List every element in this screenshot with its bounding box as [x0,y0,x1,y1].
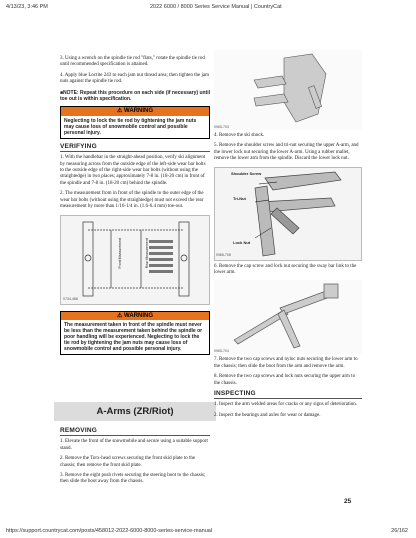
remove-step-1: 1. Elevate the front of the snowmobile and secure using a suitable support stand. [60,439,208,451]
step-4-right: 4. Remove the ski shock. [214,133,265,138]
front-measurement-label: Front Measurement [118,237,123,268]
verify-step-1: 1. With the handlebar in the straight-ahead position, verify ski alignment by measuring across from the outside edge of the left-side wear bar bolts to the outside edge of the right-side wear bar bolts (without using the straightedge) in two places; approximately 7-8 in. (18-20 cm) in front of the spindle and 7-8 in. (18-20 cm) behind the spindle. [60,155,206,186]
warning-header: ⚠ WARNING [61,312,209,320]
warning-triangle-icon: ⚠ [116,108,123,115]
ski-shock-drawing [214,50,362,130]
ski-shock-figure [214,50,362,130]
shoulder-screw-label: Shoulder Screw [231,170,262,176]
inspect-step-1: 1. Inspect the arm welded areas for cracks or any signs of deterioration. [214,402,358,408]
verifying-heading: VERIFYING [60,144,210,152]
a-arm-fasteners-figure [214,167,362,261]
figure-id: 0965-708 [216,253,231,258]
verify-step-2: 2. The measurement from in front of the spindle to the outer edge of the wear bar bolts (without using the straightedge) must not exceed the rear measurement by more than 1/16-1/4 in. (1.6-6.4 mm) toe-out. [60,191,204,210]
step-6-right: 6. Remove the cap screw and lock nut securing the sway bar link to the lower arm. [214,263,357,276]
note: ■NOTE: Repeat this procedure on each side (if necessary) until toe out is within specification. [60,89,210,103]
warning-body: Neglecting to lock the tie rod by tightening the jam nuts may cause loss of snowmobile control and possible personal injury. [64,117,197,136]
step-4: 4. Apply blue Loctite 243 to each jam nut thread area; then tighten the jam nuts against the spindle tie rod. [60,72,209,85]
lock-nut-label: Lock Nut [233,239,251,245]
print-datetime: 4/13/23, 3:46 PM [6,4,48,10]
page-number: 25 [344,498,352,505]
rear-measurement-label: Rear Measurement [144,237,149,268]
step-3: 3. Using a wrench on the spindle tie rod "flats," rotate the spindle tie rod until recommended specification is attained. [60,56,205,68]
step-8-right: 8. Remove the two cap screws and lock nuts securing the upper arm to the chassis. [214,374,356,386]
step-7-right: 7. Remove the two cap screws and nyloc nuts securing the lower arm to the chassis; then slide the boot from the arm and remove the arm. [214,357,358,369]
remove-step-2: 2. Remove the Torx-head screws securing the front skid plate to the chassis; then remove the front skid plate. [60,456,196,468]
ski-alignment-drawing [61,216,210,304]
tri-nut-label: Tri-Nut [233,195,246,201]
warning-box-1 [60,106,210,138]
figure-id: 0734-488 [63,297,78,302]
inspecting-heading: INSPECTING [214,391,362,399]
warning-body: The measurement taken in front of the spindle must never be less than the measurement taken behind the spindle or poor handling will be experienced. Neglecting to lock the tie rod by tightening the jam nuts may cause loss of snowmobile control and possible personal injury. [64,321,203,352]
sway-bar-drawing [214,280,362,354]
removing-heading: REMOVING [60,428,210,436]
sway-bar-figure [214,280,362,354]
figure-id: 0965-704 [214,349,229,354]
section-title-band: A-Arms (ZR/Riot) [54,402,216,421]
warning-header: ⚠ WARNING [61,107,209,115]
step-5-right: 5. Remove the shoulder screw and tri-nut securing the upper A-arm, and the lower lock nut securing the lower A-arm. Using a rubber mallet, remove the lower arm from the spindle. Discard the lower lock nut. [214,143,359,162]
right-column [214,50,362,423]
print-page-count: 26/162 [391,528,408,534]
remove-step-3: 3. Remove the eight push rivets securing the steering boot to the chassis; then slide the boot away from the chassis. [60,473,206,485]
inspect-step-2: 2. Inspect the bearings and axles for wear or damage. [214,412,321,418]
warning-triangle-icon: ⚠ [116,312,123,319]
print-url: https://support.countrycat.com/posts/458012-2022-6000-8000-series-service-manual [6,528,213,534]
figure-id: 0965-703 [214,124,229,129]
print-doc-title: 2022 6000 / 8000 Series Service Manual | CountryCat [150,4,282,10]
warning-box-2 [60,311,210,355]
left-column [60,56,210,360]
ski-measurement-figure [60,215,210,305]
removing-section [60,424,210,490]
